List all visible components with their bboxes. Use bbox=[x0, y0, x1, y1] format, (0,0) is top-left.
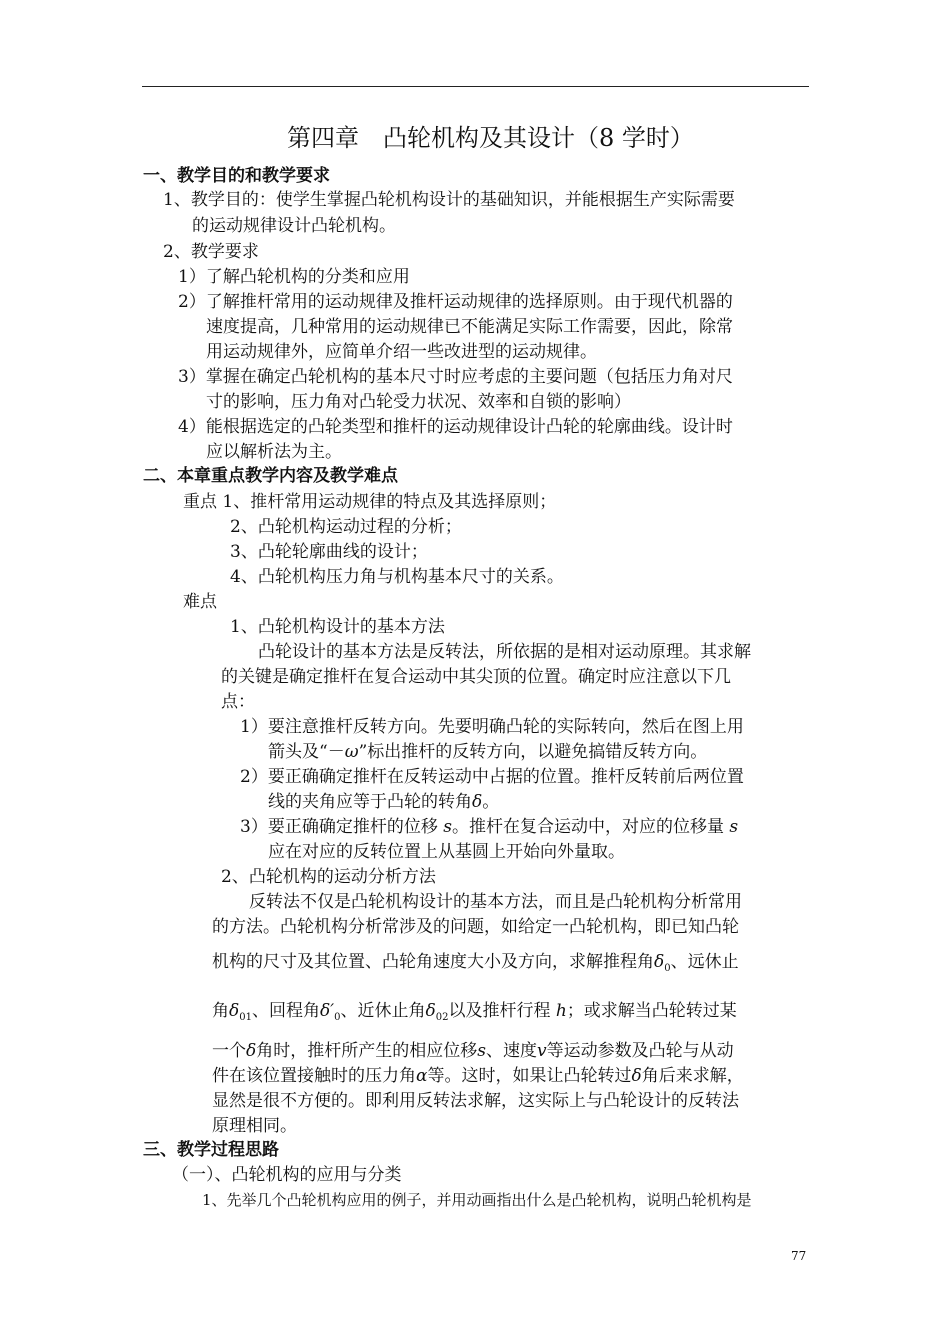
paragraph-line: 原理相同。 bbox=[212, 1116, 297, 1136]
section-heading-1: 一、教学目的和教学要求 bbox=[143, 166, 330, 186]
math-symbol: δ bbox=[229, 1001, 240, 1021]
difficulty-label: 难点 bbox=[183, 592, 217, 612]
math-symbol: δ′ bbox=[319, 1001, 335, 1021]
note-line: 箭头及“－ω”标出推杆的反转方向，以避免搞错反转方向。 bbox=[268, 742, 708, 762]
math-symbol: δ bbox=[631, 1066, 642, 1086]
section-heading-2: 二、本章重点教学内容及教学难点 bbox=[143, 466, 398, 486]
math-symbol: v bbox=[536, 1041, 547, 1061]
note-line: 3）要正确确定推杆的位移 s。推杆在复合运动中，对应的位移量 s bbox=[240, 817, 739, 837]
key-point: 重点 1、推杆常用运动规律的特点及其选择原则； bbox=[183, 492, 557, 512]
subsection-heading: （一）、凸轮机构的应用与分类 bbox=[172, 1165, 402, 1185]
paragraph-line: 2、教学要求 bbox=[163, 242, 259, 262]
paragraph-line: 显然是很不方便的。即利用反转法求解，这实际上与凸轮设计的反转法 bbox=[212, 1091, 739, 1111]
paragraph-line: 点： bbox=[221, 692, 255, 712]
list-item: 1）了解凸轮机构的分类和应用 bbox=[178, 267, 410, 287]
list-item-cont: 用运动规律外，应简单介绍一些改进型的运动规律。 bbox=[206, 342, 597, 362]
paragraph-line: 1、教学目的：使学生掌握凸轮机构设计的基础知识，并能根据生产实际需要 bbox=[163, 190, 735, 210]
paragraph-line: 的方法。凸轮机构分析常涉及的问题，如给定一凸轮机构，即已知凸轮 bbox=[212, 917, 739, 937]
math-symbol: s bbox=[477, 1041, 486, 1061]
key-point: 3、凸轮轮廓曲线的设计； bbox=[230, 542, 428, 562]
math-symbol: h bbox=[555, 1001, 567, 1021]
list-item: 3）掌握在确定凸轮机构的基本尺寸时应考虑的主要问题（包括压力角对尺 bbox=[178, 367, 733, 387]
note-line: 线的夹角应等于凸轮的转角δ。 bbox=[268, 792, 500, 812]
note-line: 应在对应的反转位置上从基圆上开始向外量取。 bbox=[268, 842, 625, 862]
list-item-cont: 应以解析法为主。 bbox=[206, 442, 342, 462]
key-point: 4、凸轮机构压力角与机构基本尺寸的关系。 bbox=[230, 567, 564, 587]
paragraph-line: 凸轮设计的基本方法是反转法，所依据的是相对运动原理。其求解 bbox=[258, 642, 751, 662]
paragraph-line: 1、先举几个凸轮机构应用的例子，并用动画指出什么是凸轮机构，说明凸轮机构是 bbox=[202, 1191, 752, 1209]
page-title: 第四章 凸轮机构及其设计（8 学时） bbox=[287, 124, 694, 152]
math-symbol: δ bbox=[472, 792, 483, 812]
note-line: 2）要正确确定推杆在反转运动中占据的位置。推杆反转前后两位置 bbox=[240, 767, 744, 787]
list-item: 4）能根据选定的凸轮类型和推杆的运动规律设计凸轮的轮廓曲线。设计时 bbox=[178, 417, 733, 437]
paragraph-line: 的关键是确定推杆在复合运动中其尖顶的位置。确定时应注意以下几 bbox=[221, 667, 731, 687]
math-symbol: s bbox=[443, 817, 452, 837]
math-symbol: ω bbox=[344, 742, 359, 762]
list-item: 2）了解推杆常用的运动规律及推杆运动规律的选择原则。由于现代机器的 bbox=[178, 292, 733, 312]
paragraph-line: 件在该位置接触时的压力角α等。这时，如果让凸轮转过δ角后来求解， bbox=[212, 1066, 744, 1086]
list-item-cont: 速度提高，几种常用的运动规律已不能满足实际工作需要，因此，除常 bbox=[206, 317, 733, 337]
math-symbol: s bbox=[729, 817, 739, 837]
paragraph-line: 机构的尺寸及其位置、凸轮角速度大小及方向，求解推程角$\delta_0$、远休止 bbox=[212, 952, 739, 974]
header-rule bbox=[142, 86, 809, 87]
paragraph-line: 反转法不仅是凸轮机构设计的基本方法，而且是凸轮机构分析常用 bbox=[249, 892, 742, 912]
math-symbol: δ bbox=[654, 952, 665, 972]
math-symbol: δ bbox=[246, 1041, 257, 1061]
note-line: 1）要注意推杆反转方向。先要明确凸轮的实际转向，然后在图上用 bbox=[240, 717, 744, 737]
math-symbol: α bbox=[416, 1066, 428, 1086]
math-symbol: δ bbox=[425, 1001, 436, 1021]
page-number: 77 bbox=[791, 1249, 807, 1263]
key-point: 2、凸轮机构运动过程的分析； bbox=[230, 517, 462, 537]
paragraph-line: 的运动规律设计凸轮机构。 bbox=[192, 216, 396, 236]
section-heading-3: 三、教学过程思路 bbox=[143, 1140, 279, 1160]
paragraph-line: 一个δ角时，推杆所产生的相应位移s、速度v等运动参数及凸轮与从动 bbox=[212, 1041, 734, 1061]
list-item-cont: 寸的影响，压力角对凸轮受力状况、效率和自锁的影响） bbox=[206, 392, 631, 412]
paragraph-line: 角$\delta_{01}$、回程角$\delta'_0$、近休止角$\delta_{02}$以及推杆行程 h；或求解当凸轮转过某 bbox=[212, 1001, 737, 1023]
difficulty-item: 2、凸轮机构的运动分析方法 bbox=[221, 867, 436, 887]
difficulty-item: 1、凸轮机构设计的基本方法 bbox=[230, 617, 445, 637]
